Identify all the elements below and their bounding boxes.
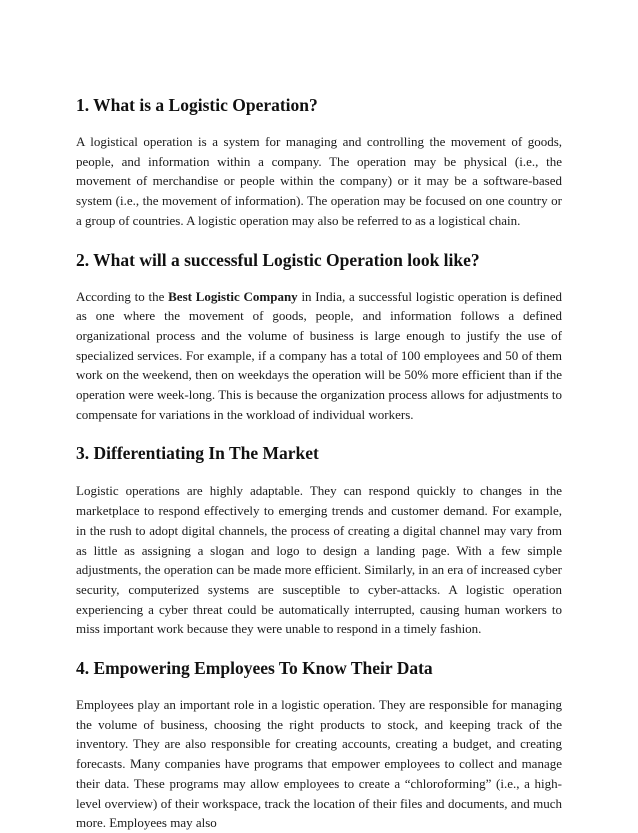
section-2-text-after: in India, a successful logistic operation is defined as one where the movement of goods, people, and information follows a defined organizational process and the volume of business is large enough to justify the use of specialized services. For example, if a company has a total of 100 employees and 50 of them work on the weekend, then on weekdays the operation will be 50% more efficient than if the operation were week-long. This is because the organization process allows for adjustments to compensate for variations in the workload of individual workers. <box>76 288 562 422</box>
section-4-paragraph: Employees play an important role in a logistic operation. They are responsible for managing the volume of business, choosing the right products to stock, and keeping track of the inventory. They are also responsible for creating accounts, creating a budget, and creating forecasts. Many companies have programs that empower employees to collect and manage their data. These programs may allow employees to create a “chloroforming” (i.e., a high-level overview) of their workspace, track the location of their files and documents, and much more. Employees may also <box>76 697 562 831</box>
section-2-text-before: According to the <box>76 288 169 304</box>
section-4-heading: 4. Empowering Employees To Know Their Data <box>76 658 433 679</box>
section-1-paragraph: A logistical operation is a system for managing and controlling the movement of goods, people, and information within a company. The operation may be physical (i.e., the movement of merchandise or people within the company) or it may be a software-based system (i.e., the movement of information). The operation may be focused on one country or a group of countries. A logistic operation may also be referred to as a logistical chain. <box>76 134 562 228</box>
section-1-heading: 1. What is a Logistic Operation? <box>76 95 318 115</box>
section-2-paragraph <box>76 287 562 425</box>
section-2-heading: 2. What will a successful Logistic Operation look like? <box>76 249 480 270</box>
best-logistic-company-bold: Best Logistic Company <box>168 288 298 304</box>
document-page <box>76 94 562 833</box>
section-3-paragraph: Logistic operations are highly adaptable. They can respond quickly to changes in the marketplace to respond effectively to emerging trends and customer demand. For example, in the rush to adopt digital channels, the process of creating a digital channel may vary from as little as assigning a slogan and logo to design a landing page. With a few simple adjustments, the operation can be made more efficient. Similarly, in an era of increased cyber security, computerized systems are susceptible to cyber-attacks. A logistic operation experiencing a cyber threat could be automatically interrupted, causing human workers to miss important work because they were unable to respond in a timely fashion. <box>76 483 562 637</box>
section-3-heading: 3. Differentiating In The Market <box>76 443 319 464</box>
